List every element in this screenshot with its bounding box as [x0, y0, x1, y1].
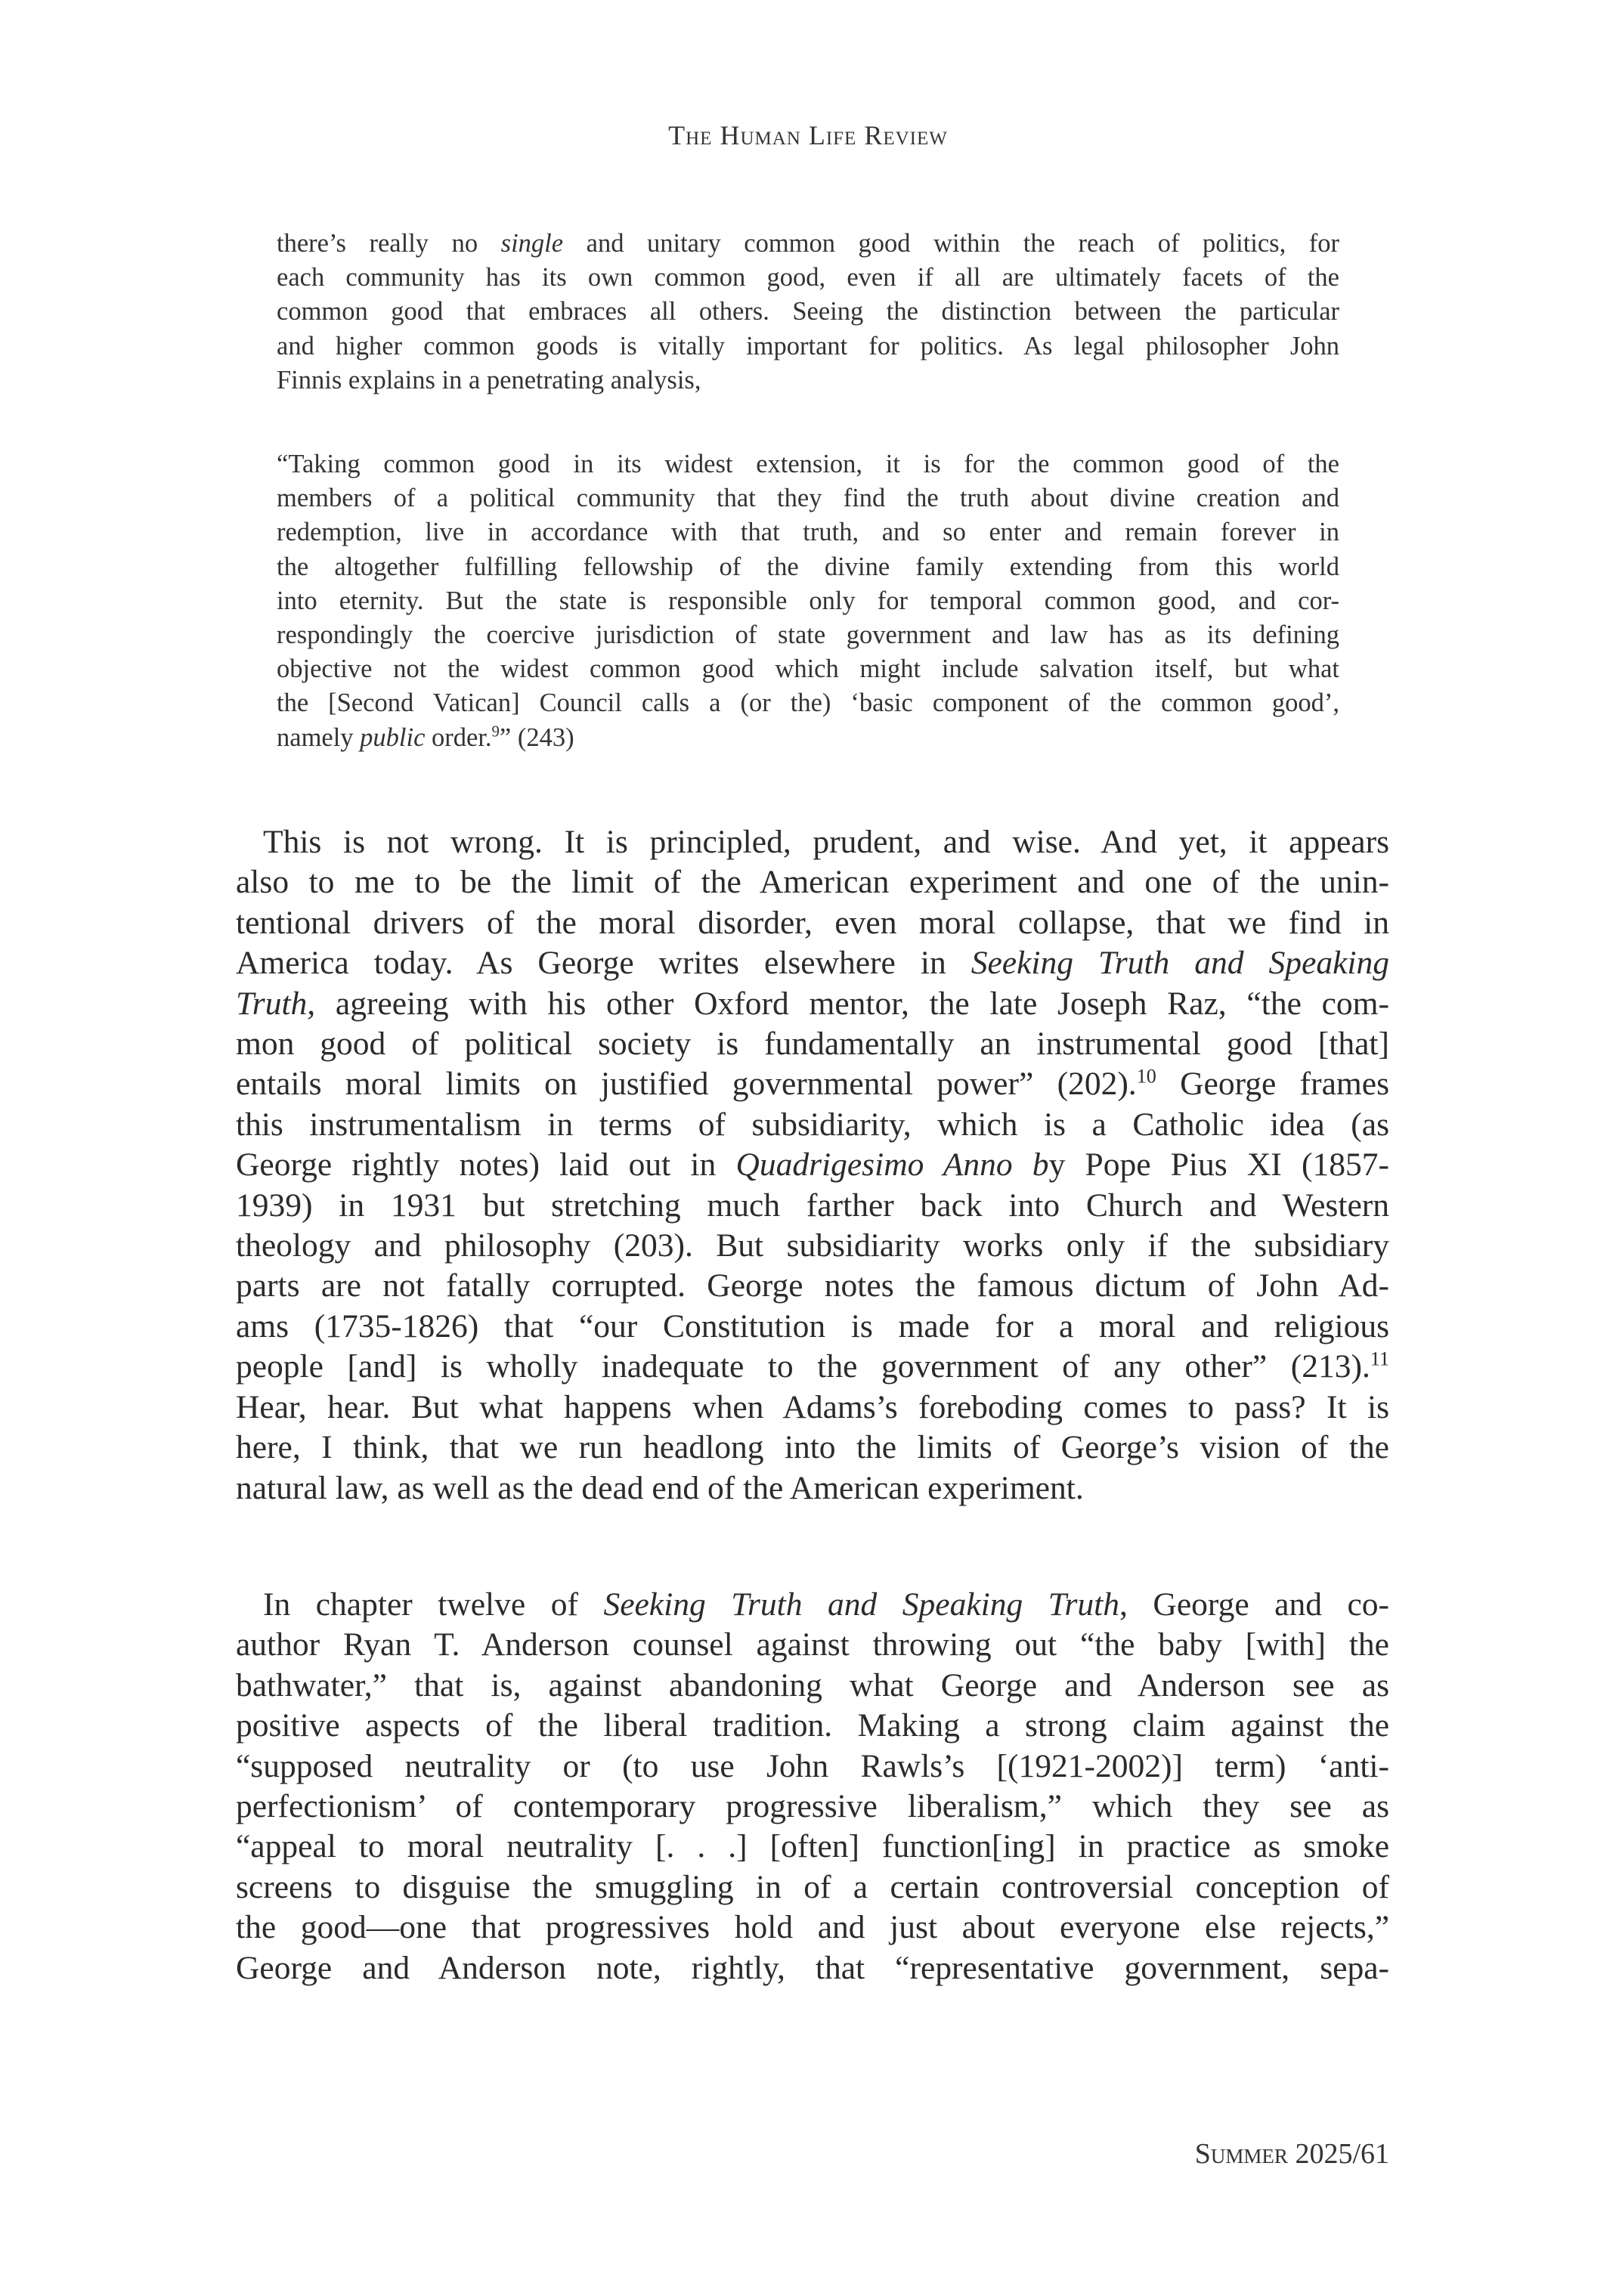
body2-line-8: screens to disguise the smuggling in of a certain controversial conception of: [236, 1868, 1389, 1905]
body1-line-10: 1939) in 1931 but stretching much farther back into Church and Western: [236, 1187, 1389, 1224]
body1-line-6: mon good of political society is fundamentally an instrumental good [that]: [236, 1026, 1389, 1063]
body1-line-7: entails moral limits on justified governmental power” (202).$^{10}$ George frames: [236, 1065, 1389, 1103]
body1-line-17: natural law, as well as the dead end of the American experiment.: [236, 1469, 1084, 1506]
quote-line-4: the altogether fulfilling fellowship of the divine family extending from this world: [277, 552, 1339, 581]
running-head: [0, 119, 1616, 151]
lead-line-1: there’s really no single and unitary common good within the reach of politics, for: [277, 229, 1340, 258]
quote-line-1: “Taking common good in its widest extension, it is for the common good of the: [277, 450, 1339, 478]
quote-line-5: into eternity. But the state is responsible only for temporal common good, and cor-: [277, 586, 1339, 615]
body1-line-3: tentional drivers of the moral disorder, even moral collapse, that we find in: [236, 904, 1389, 941]
body1-line-14: people [and] is wholly inadequate to the government of any other” (213).$^{11}$: [236, 1348, 1389, 1385]
quote-line-7: objective not the widest common good which might include salvation itself, but what: [277, 654, 1339, 684]
body1-line-16: here, I think, that we run headlong into the limits of George’s vision of the: [236, 1429, 1389, 1466]
body1-line-15: Hear, hear. But what happens when Adams’s foreboding comes to pass? It is: [236, 1388, 1389, 1425]
running-head-title: The Human Life Review: [668, 120, 948, 150]
quote-line-8: the [Second Vatican] Council calls a (or the) ‘basic component of the common good’,: [277, 688, 1339, 718]
body1-line-1: This is not wrong. It is principled, prudent, and wise. And yet, it appears: [263, 824, 1389, 860]
page-folio: [1195, 2137, 1389, 2171]
body2-line-7: “appeal to moral neutrality [. . .] [often] function[ing] in practice as smoke: [236, 1828, 1389, 1865]
quote-line-2: members of a political community that they find the truth about divine creation and: [277, 484, 1339, 513]
body2-line-3: bathwater,” that is, against abandoning what George and Anderson see as: [236, 1666, 1389, 1703]
body1-line-4: America today. As George writes elsewhere in Seeking Truth and Speaking: [236, 945, 1389, 982]
lead-line-4: and higher common goods is vitally important for politics. As legal philosopher John: [277, 331, 1339, 360]
body2-line-10: George and Anderson note, rightly, that “representative government, sepa-: [236, 1949, 1389, 1986]
body2-line-1: In chapter twelve of Seeking Truth and Speaking Truth, George and co-: [263, 1586, 1389, 1623]
body2-line-6: perfectionism’ of contemporary progressive liberalism,” which they see as: [236, 1788, 1389, 1825]
lead-line-3: common good that embraces all others. Seeing the distinction between the particular: [277, 297, 1339, 326]
folio-page-ref: 2025/61: [1287, 2138, 1389, 2170]
lead-line-5: Finnis explains in a penetrating analysis,: [277, 365, 701, 395]
quote-line-9: namely public order.$^9$” (243): [277, 723, 574, 752]
footnote-ref-9: 9: [491, 723, 500, 741]
folio-season: Summer: [1194, 2138, 1288, 2170]
body1-line-2: also to me to be the limit of the American experiment and one of the unin-: [236, 864, 1389, 901]
body1-line-13: ams (1735-1826) that “our Constitution is made for a moral and religious: [236, 1307, 1389, 1344]
body2-line-9: the good—one that progressives hold and just about everyone else rejects,”: [236, 1909, 1389, 1946]
body1-line-12: parts are not fatally corrupted. George notes the famous dictum of John Ad-: [236, 1267, 1389, 1304]
body1-line-9: George rightly notes) laid out in Quadrigesimo Anno by Pope Pius XI (1857-: [236, 1146, 1389, 1184]
body2-line-4: positive aspects of the liberal tradition. Making a strong claim against the: [236, 1707, 1389, 1744]
quote-line-6: respondingly the coercive jurisdiction of state government and law has as its defining: [277, 620, 1339, 650]
body-paragraph-1: [236, 822, 1389, 1508]
quote-line-3: redemption, live in accordance with that truth, and so enter and remain forever in: [277, 518, 1339, 547]
body-paragraph-2: [236, 1585, 1389, 1988]
lead-paragraph: [277, 227, 1339, 398]
body2-line-5: “supposed neutrality or (to use John Rawls’s [(1921-2002)] term) ‘anti-: [236, 1747, 1389, 1784]
body1-line-11: theology and philosophy (203). But subsidiarity works only if the subsidiary: [236, 1227, 1389, 1264]
lead-line-2: each community has its own common good, even if all are ultimately facets of the: [277, 263, 1339, 292]
body1-line-5: Truth, agreeing with his other Oxford mentor, the late Joseph Raz, “the com-: [236, 985, 1389, 1022]
body2-line-2: author Ryan T. Anderson counsel against throwing out “the baby [with] the: [236, 1626, 1389, 1663]
block-quote: [277, 447, 1339, 755]
footnote-ref-11: 11: [1370, 1348, 1389, 1370]
footnote-ref-10: 10: [1136, 1065, 1156, 1088]
body1-line-8: this instrumentalism in terms of subsidiarity, which is a Catholic idea (as: [236, 1106, 1389, 1143]
